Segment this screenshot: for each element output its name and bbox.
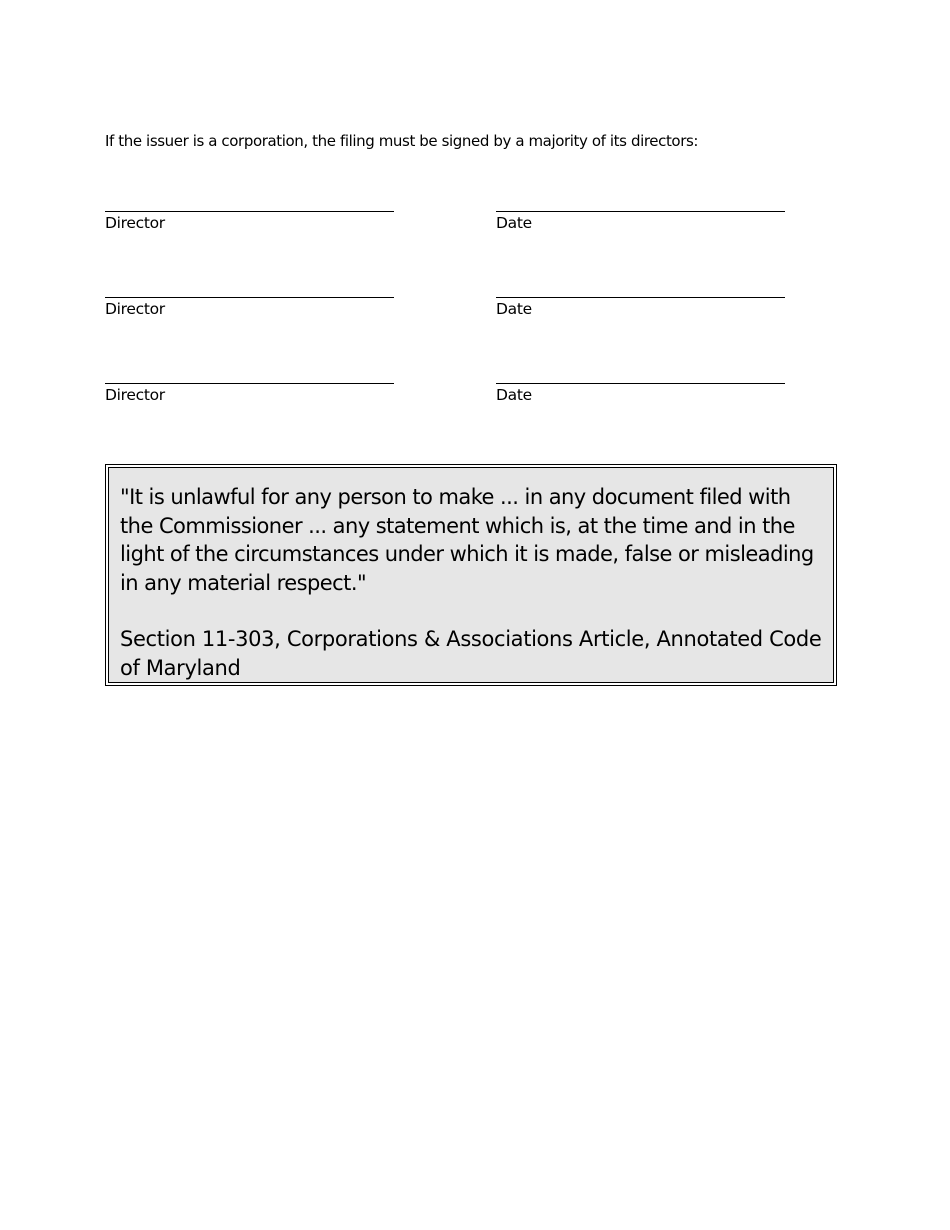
director-signature-block	[105, 285, 394, 318]
date-signature-block	[496, 199, 785, 232]
director-signature-line[interactable]	[105, 383, 394, 384]
legal-notice-inner	[108, 467, 834, 683]
legal-notice-quote: "It is unlawful for any person to make ... in any document filed with the Commissioner ... any statement which is, at the time and in the light of the circumstances under which it is made, false or misleading in any material respect."	[120, 485, 814, 595]
date-signature-line[interactable]	[496, 383, 785, 384]
date-signature-block	[496, 285, 785, 318]
director-signature-line[interactable]	[105, 297, 394, 298]
intro-instruction: If the issuer is a corporation, the filing must be signed by a majority of its directors:	[105, 132, 699, 150]
legal-notice-box	[105, 464, 837, 686]
date-label: Date	[496, 214, 532, 232]
date-label: Date	[496, 300, 532, 318]
director-signature-line[interactable]	[105, 211, 394, 212]
director-label: Director	[105, 300, 165, 318]
director-signature-block	[105, 371, 394, 404]
date-label: Date	[496, 386, 532, 404]
legal-notice-citation: Section 11-303, Corporations & Associations Article, Annotated Code of Maryland	[120, 627, 822, 680]
date-signature-block	[496, 371, 785, 404]
signature-row-1	[105, 199, 805, 239]
date-signature-line[interactable]	[496, 297, 785, 298]
director-label: Director	[105, 214, 165, 232]
signature-row-2	[105, 285, 805, 325]
director-signature-block	[105, 199, 394, 232]
date-signature-line[interactable]	[496, 211, 785, 212]
director-label: Director	[105, 386, 165, 404]
signature-row-3	[105, 371, 805, 411]
